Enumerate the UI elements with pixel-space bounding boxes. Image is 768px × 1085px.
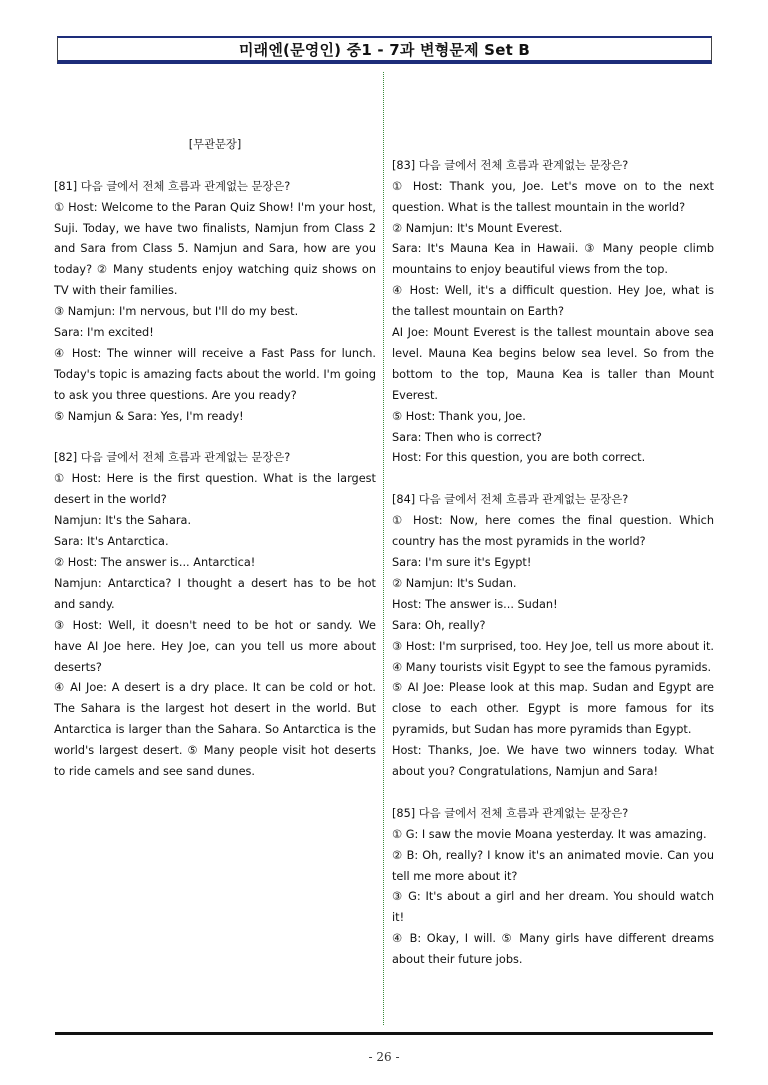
passage-line: ③ Namjun: I'm nervous, but I'll do my best. xyxy=(54,305,299,319)
section-label: [무관문장] xyxy=(188,137,242,151)
passage-line: AI Joe: Mount Everest is the tallest mountain above sea level. Mauna Kea begins below sea level. So from the bottom to the top, Mauna Kea is taller than Mount Everest. xyxy=(392,326,714,402)
passage-line: ⑤ Host: Thank you, Joe. xyxy=(392,409,526,423)
question-84 xyxy=(392,490,714,783)
passage-line: Sara: Oh, really? xyxy=(392,618,486,632)
question-83 xyxy=(392,156,714,470)
passage-line: Namjun: Antarctica? I thought a desert has to be hot and sandy. xyxy=(54,576,376,611)
passage-line: ② Namjun: It's Sudan. xyxy=(392,576,517,590)
page-title: 미래엔(문영인) 중1 - 7과 변형문제 Set B xyxy=(238,41,530,59)
question-heading: [81] 다음 글에서 전체 흐름과 관계없는 문장은? xyxy=(54,179,291,193)
left-column xyxy=(54,114,376,783)
question-81 xyxy=(54,177,376,428)
passage-line: Namjun: It's the Sahara. xyxy=(54,514,192,528)
passage-line: ② B: Oh, really? I know it's an animated movie. Can you tell me more about it? xyxy=(392,848,714,883)
passage-line: ① Host: Thank you, Joe. Let's move on to the next question. What is the tallest mountain in the world? xyxy=(392,179,714,214)
passage-line: ① Host: Now, here comes the final question. Which country has the most pyramids in the world? xyxy=(392,514,714,549)
passage-line: Sara: I'm excited! xyxy=(54,326,154,340)
question-heading: [85] 다음 글에서 전체 흐름과 관계없는 문장은? xyxy=(392,806,629,820)
passage-line: ④ Host: Well, it's a difficult question. Hey Joe, what is the tallest mountain on Earth? xyxy=(392,284,714,319)
page-number: - 26 - xyxy=(368,1050,400,1064)
question-82 xyxy=(54,448,376,783)
footer-rule xyxy=(55,1032,713,1035)
question-heading: [83] 다음 글에서 전체 흐름과 관계없는 문장은? xyxy=(392,158,629,172)
question-heading: [84] 다음 글에서 전체 흐름과 관계없는 문장은? xyxy=(392,493,629,507)
passage-line: ① Host: Here is the first question. What is the largest desert in the world? xyxy=(54,472,376,507)
passage-line: Host: Thanks, Joe. We have two winners today. What about you? Congratulations, Namjun and Sara! xyxy=(392,744,714,779)
passage-line: ③ Host: Well, it doesn't need to be hot or sandy. We have AI Joe here. Hey Joe, can you tell us more about deserts? xyxy=(54,618,376,674)
passage-line: ③ G: It's about a girl and her dream. You should watch it! xyxy=(392,890,714,925)
question-85 xyxy=(392,804,714,971)
passage-line: Sara: It's Mauna Kea in Hawaii. ③ Many people climb mountains to enjoy beautiful views from the top. xyxy=(392,242,714,277)
passage-line: ⑤ AI Joe: Please look at this map. Sudan and Egypt are close to each other. Egypt is more famous for its pyramids, but Sudan has more pyramids than Egypt. xyxy=(392,681,714,737)
passage-line: Sara: Then who is correct? xyxy=(392,430,542,444)
title-box xyxy=(57,36,712,64)
passage-line: ② Host: The answer is... Antarctica! xyxy=(54,555,256,569)
passage-line: ① G: I saw the movie Moana yesterday. It was amazing. xyxy=(392,827,707,841)
passage-line: ① Host: Welcome to the Paran Quiz Show! I'm your host, Suji. Today, we have two finalists, Namjun from Class 2 and Sara from Class 5. Namjun and Sara, how are you today? ② Many students enjoy watching quiz shows on TV with their families. xyxy=(54,200,376,298)
passage-line: ⑤ Namjun & Sara: Yes, I'm ready! xyxy=(54,409,244,423)
right-column xyxy=(392,114,714,971)
passage-line: ④ Host: The winner will receive a Fast Pass for lunch. Today's topic is amazing facts about the world. I'm going to ask you three questions. Are you ready? xyxy=(54,346,376,402)
passage-line: Host: For this question, you are both correct. xyxy=(392,451,646,465)
passage-line: ③ Host: I'm surprised, too. Hey Joe, tell us more about it. ④ Many tourists visit Egypt to see the famous pyramids. xyxy=(392,639,714,674)
passage-line: ② Namjun: It's Mount Everest. xyxy=(392,221,563,235)
passage-line: Sara: I'm sure it's Egypt! xyxy=(392,555,532,569)
passage-line: Sara: It's Antarctica. xyxy=(54,535,169,549)
passage-line: ④ AI Joe: A desert is a dry place. It can be cold or hot. The Sahara is the largest hot desert in the world. But Antarctica is larger than the Sahara. So Antarctica is the world's largest desert. ⑤ Many people visit hot deserts to ride camels and see sand dunes. xyxy=(54,681,376,779)
column-divider xyxy=(383,72,384,1025)
passage-line: Host: The answer is... Sudan! xyxy=(392,597,558,611)
passage-line: ④ B: Okay, I will. ⑤ Many girls have different dreams about their future jobs. xyxy=(392,932,714,967)
question-heading: [82] 다음 글에서 전체 흐름과 관계없는 문장은? xyxy=(54,451,291,465)
